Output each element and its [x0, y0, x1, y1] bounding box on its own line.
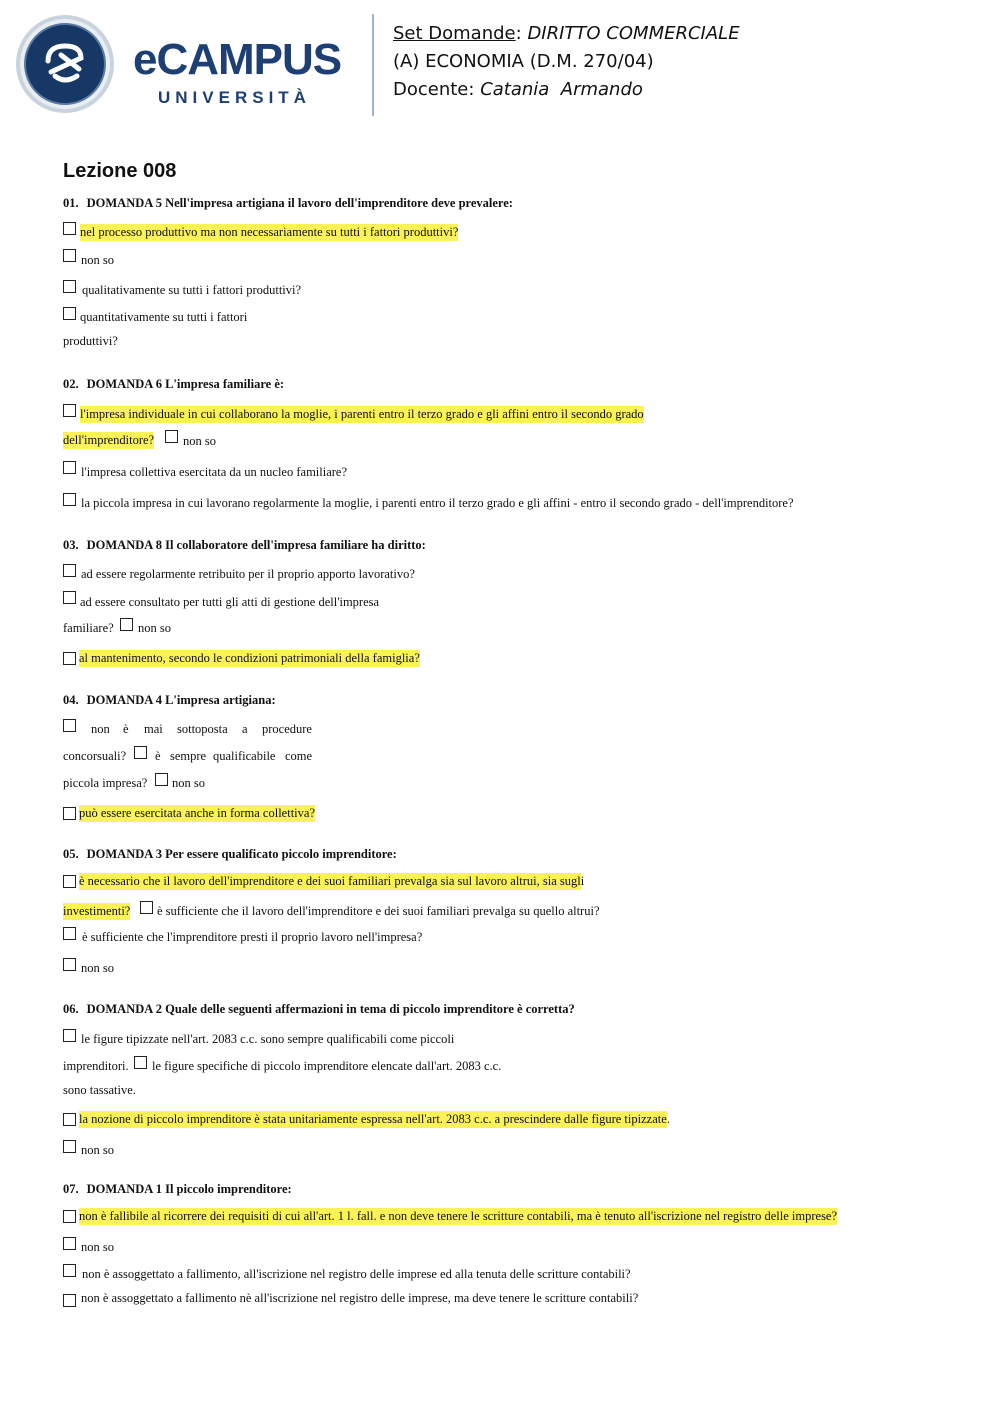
answer-text: è sufficiente che l'imprenditore presti il proprio lavoro nell'impresa? [82, 930, 423, 944]
answer-word: sempre [170, 749, 207, 763]
answer-word: come [285, 749, 313, 763]
question-06: 06. DOMANDA 2 Quale delle seguenti affermazioni in tema di piccolo imprenditore è corretta? [63, 1002, 575, 1016]
answer-text: la piccola impresa in cui lavorano regolarmente la moglie, i parenti entro il terzo grado e gli affini - entro il secondo grado - dell'imprenditore? [81, 496, 794, 510]
set-label: Set Domande [393, 23, 516, 44]
answer-text: non so [81, 1143, 114, 1157]
answer-checkbox[interactable] [134, 1056, 147, 1069]
answer-text: non so [81, 253, 114, 267]
answer-text: non è assoggettato a fallimento nè all'iscrizione nel registro delle imprese, ma deve tenere le scritture contabili? [81, 1291, 639, 1305]
ecampus-logo-wordmark: eCAMPUS [133, 35, 342, 84]
answer-text: le figure tipizzate nell'art. 2083 c.c. sono sempre qualificabili come piccoli [81, 1032, 455, 1046]
answer-text-correct: la nozione di piccolo imprenditore è stata unitariamente espressa nell'art. 2083 c.c. a prescindere dalle figure tipizzate [79, 1112, 667, 1126]
question-03: 03. DOMANDA 8 Il collaboratore dell'impresa familiare ha diritto: [63, 538, 426, 552]
question-02: 02. DOMANDA 6 L'impresa familiare è: [63, 377, 285, 391]
answer-checkbox[interactable] [120, 618, 133, 631]
answer-checkbox[interactable] [63, 461, 76, 474]
answer-word: è [123, 722, 129, 736]
set-colon: : [515, 23, 522, 44]
answer-text-continued: imprenditori. [63, 1059, 129, 1073]
answer-checkbox[interactable] [63, 404, 76, 417]
answer-word: qualificabile [213, 749, 276, 763]
answer-text: non so [183, 434, 216, 448]
answer-text-continued: piccola impresa? [63, 776, 148, 790]
answer-text-continued: produttivi? [63, 334, 118, 348]
answer-word: procedure [262, 722, 312, 736]
answer-checkbox[interactable] [63, 719, 76, 732]
question-05: 05. DOMANDA 3 Per essere qualificato piccolo imprenditore: [63, 847, 397, 861]
answer-text-correct: può essere esercitata anche in forma collettiva? [79, 806, 315, 820]
answer-checkbox[interactable] [63, 564, 76, 577]
question-07: 07. DOMANDA 1 Il piccolo imprenditore: [63, 1182, 292, 1196]
answer-checkbox[interactable] [63, 1113, 76, 1126]
answer-text-tail: i [580, 874, 585, 888]
answer-word: mai [144, 722, 163, 736]
answer-word: sottoposta [177, 722, 228, 736]
answer-checkbox[interactable] [63, 1029, 76, 1042]
answer-checkbox[interactable] [134, 746, 147, 759]
question-01: 01. DOMANDA 5 Nell'impresa artigiana il lavoro dell'imprenditore deve prevalere: [63, 196, 513, 210]
answer-text: è sufficiente che il lavoro dell'imprenditore e dei suoi familiari prevalga su quello altrui? [157, 904, 600, 918]
answer-text: qualitativamente su tutti i fattori produttivi? [82, 283, 302, 297]
answer-text: non so [172, 776, 205, 790]
answer-checkbox[interactable] [63, 1210, 76, 1223]
answer-checkbox[interactable] [63, 958, 76, 971]
answer-checkbox[interactable] [63, 1294, 76, 1307]
answer-text-correct-continued: dell'imprenditore? [63, 433, 155, 447]
answer-text: l'impresa collettiva esercitata da un nucleo familiare? [81, 465, 348, 479]
answer-text: quantitativamente su tutti i fattori [80, 310, 248, 324]
answer-text-correct: è necessario che il lavoro dell'imprenditore e dei suoi familiari prevalga sia sul lavoro altrui, sia sugl [79, 874, 581, 888]
question-04: 04. DOMANDA 4 L'impresa artigiana: [63, 693, 276, 707]
lesson-title: Lezione 008 [63, 160, 177, 182]
answer-checkbox[interactable] [63, 875, 76, 888]
header-teacher-line [393, 81, 643, 99]
teacher-name: Catania Armando [480, 79, 643, 100]
answer-text-correct: non è fallibile al ricorrere dei requisiti di cui all'art. 1 l. fall. e non deve tenere le scritture contabili, ma è tenuto all'iscrizione nel registro delle imprese? [79, 1209, 838, 1223]
answer-text: non so [81, 961, 114, 975]
answer-text-continued: concorsuali? [63, 749, 127, 763]
answer-checkbox[interactable] [63, 1140, 76, 1153]
degree-name: (A) ECONOMIA (D.M. 270/04) [393, 51, 654, 72]
answer-checkbox[interactable] [63, 927, 76, 940]
answer-checkbox[interactable] [63, 807, 76, 820]
answer-text-tail: . [666, 1112, 670, 1126]
answer-text: non so [81, 1240, 114, 1254]
answer-text-correct-continued: investimenti? [63, 904, 131, 918]
answer-checkbox[interactable] [165, 430, 178, 443]
answer-text: non so [138, 621, 171, 635]
answer-text: le figure specifiche di piccolo imprenditore elencate dall'art. 2083 c.c. [152, 1059, 502, 1073]
header-course-line [393, 25, 740, 43]
answer-word: non [91, 722, 110, 736]
answer-checkbox[interactable] [63, 280, 76, 293]
answer-word: è [155, 749, 161, 763]
ecampus-logo-emblem [15, 14, 115, 114]
answer-text: ad essere consultato per tutti gli atti di gestione dell'impresa [80, 595, 380, 609]
answer-text-correct: al mantenimento, secondo le condizioni patrimoniali della famiglia? [79, 651, 420, 665]
answer-text-correct: nel processo produttivo ma non necessariamente su tutti i fattori produttivi? [80, 225, 459, 239]
answer-checkbox[interactable] [63, 652, 76, 665]
answer-checkbox[interactable] [155, 773, 168, 786]
answer-checkbox[interactable] [63, 1264, 76, 1277]
answer-checkbox[interactable] [63, 1237, 76, 1250]
answer-checkbox[interactable] [63, 493, 76, 506]
answer-text-continued: familiare? [63, 621, 114, 635]
answer-text-correct: l'impresa individuale in cui collaborano la moglie, i parenti entro il terzo grado e gli affini entro il secondo grado [80, 407, 644, 421]
answer-word: a [242, 722, 248, 736]
teacher-label: Docente: [393, 79, 475, 100]
answer-checkbox[interactable] [63, 249, 76, 262]
answer-text: non è assoggettato a fallimento, all'iscrizione nel registro delle imprese ed alla tenuta delle scritture contabili? [82, 1267, 631, 1281]
ecampus-logo-subtitle: UNIVERSITÀ [158, 88, 311, 107]
answer-checkbox[interactable] [63, 307, 76, 320]
header-divider [372, 14, 374, 116]
course-name: DIRITTO COMMERCIALE [527, 23, 740, 44]
answer-checkbox[interactable] [140, 901, 153, 914]
answer-text-continued: sono tassative. [63, 1083, 136, 1097]
answer-checkbox[interactable] [63, 222, 76, 235]
answer-text: ad essere regolarmente retribuito per il proprio apporto lavorativo? [81, 567, 415, 581]
answer-checkbox[interactable] [63, 591, 76, 604]
